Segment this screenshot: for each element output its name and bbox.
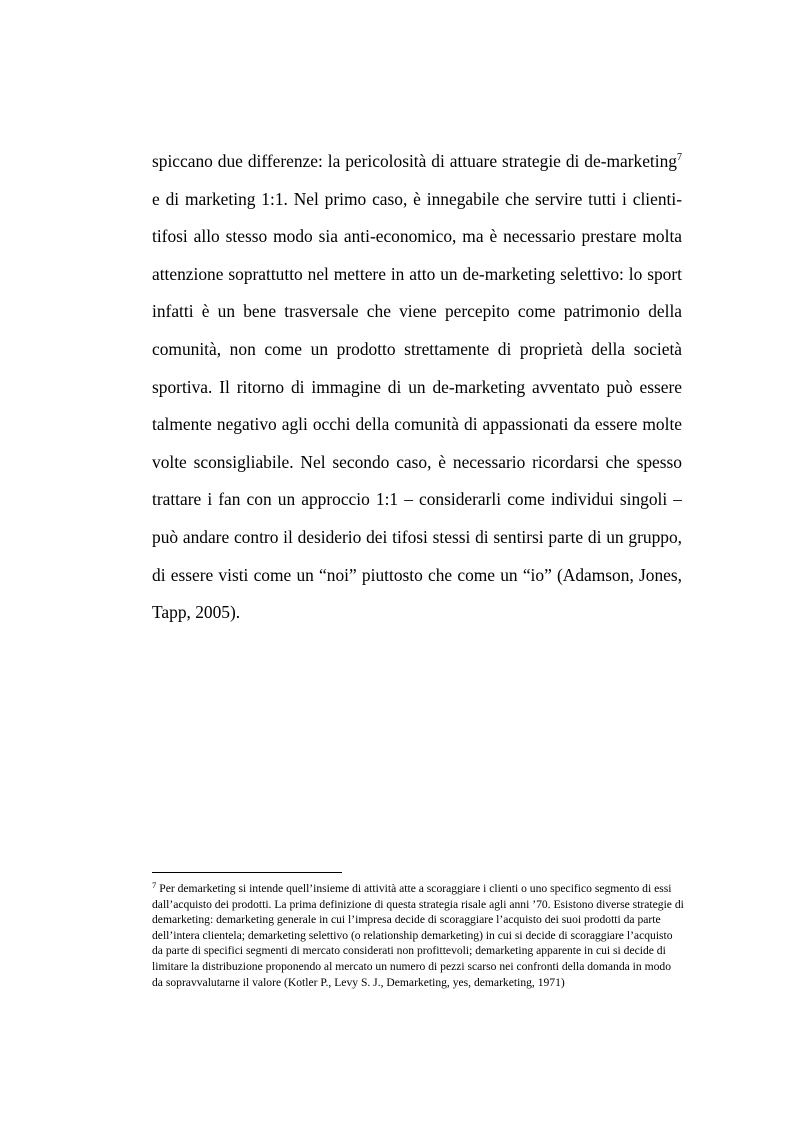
footnote (152, 881, 684, 990)
footnote-reference[interactable]: 7 (677, 152, 682, 163)
footnote-separator (152, 872, 342, 873)
body-text-part-1: spiccano due differenze: la pericolosità di attuare strategie di de-marketing (152, 151, 677, 171)
footnote-number: 7 (152, 880, 157, 890)
body-text-part-2: e di marketing 1:1. Nel primo caso, è innegabile che servire tutti i clienti-tifosi allo stesso modo sia anti-economico, ma è necessario prestare molta attenzione soprattutto nel mettere in atto un de-marketing selettivo: lo sport infatti è un bene trasversale che viene percepito come patrimonio della comunità, non come un prodotto strettamente di proprietà della società sportiva. Il ritorno di immagine di un de-marketing avventato può essere talmente negativo agli occhi della comunità di appassionati da essere molte volte sconsigliabile. Nel secondo caso, è necessario ricordarsi che spesso trattare i fan con un approccio 1:1 – considerarli come individui singoli – può andare contro il desiderio dei tifosi stessi di sentirsi parte di un gruppo, di essere visti come un “noi” piuttosto che come un “io” (Adamson, Jones, Tapp, 2005). (152, 188, 682, 623)
footnote-text: Per demarketing si intende quell’insieme di attività atte a scoraggiare i clienti o uno specifico segmento di essi dall’acquisto dei prodotti. La prima definizione di questa strategia risale agli anni ’70. Esistono diverse strategie di demarketing: demarketing generale in cui l’impresa decide di scoraggiare l’acquisto dei suoi prodotti da parte dell’intera clientela; demarketing selettivo (o relationship demarketing) in cui si decide di scoraggiare l’acquisto da parte di specifici segmenti di mercato considerati non profittevoli; demarketing apparente in cui si decide di limitare la distribuzione proponendo al mercato un numero di pezzi scarso nei confronti della domanda in modo da sopravvalutarne il valore (Kotler P., Levy S. J., Demarketing, yes, demarketing, 1971) (152, 882, 684, 989)
body-paragraph (152, 143, 682, 632)
